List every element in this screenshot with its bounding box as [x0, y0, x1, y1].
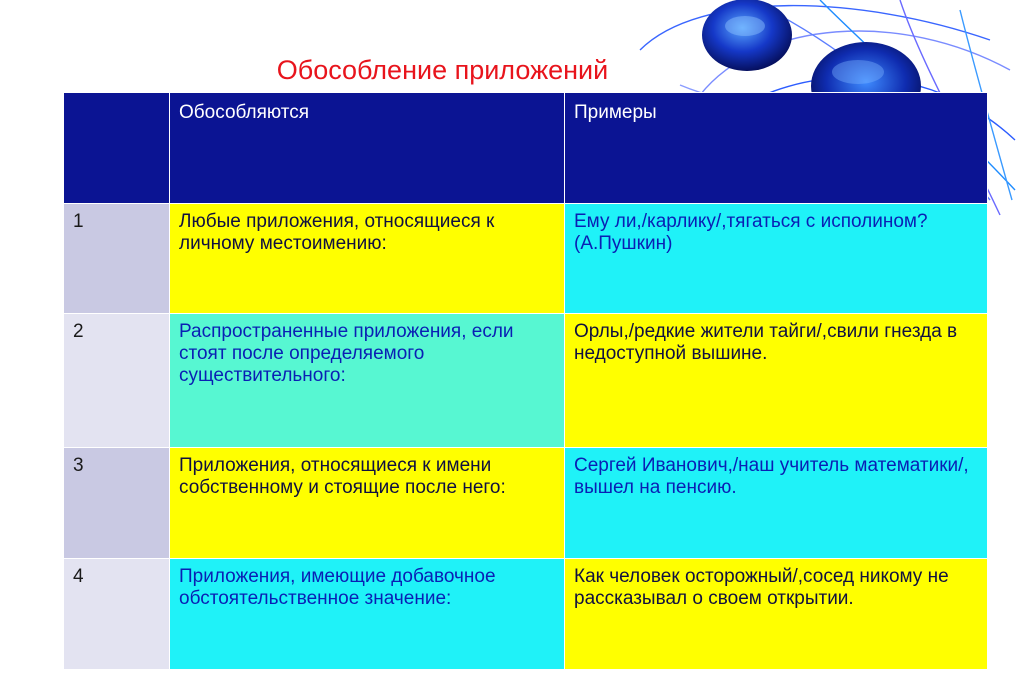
row-number: 3 — [64, 448, 170, 559]
row-number: 1 — [64, 204, 170, 314]
rule-cell: Приложения, имеющие добавочное обстоятельственное значение: — [170, 559, 565, 670]
header-cell-number — [64, 93, 170, 204]
example-cell: Как человек осторожный/,сосед никому не рассказывал о своем открытии. — [565, 559, 988, 670]
example-cell: Сергей Иванович,/наш учитель математики/, вышел на пенсию. — [565, 448, 988, 559]
header-cell-examples: Примеры — [565, 93, 988, 204]
table-header-row — [64, 93, 988, 204]
table-row — [64, 314, 988, 448]
page-title: Обособление приложений — [276, 55, 609, 85]
table-row — [64, 204, 988, 314]
table-row — [64, 448, 988, 559]
appositions-table — [63, 92, 988, 670]
row-number: 2 — [64, 314, 170, 448]
rule-cell: Любые приложения, относящиеся к личному местоимению: — [170, 204, 565, 314]
example-cell: Ему ли,/карлику/,тягаться с исполином? (А.Пушкин) — [565, 204, 988, 314]
row-number: 4 — [64, 559, 170, 670]
table-row — [64, 559, 988, 670]
rule-cell: Распространенные приложения, если стоят после определяемого существительного: — [170, 314, 565, 448]
globe-large — [702, 0, 792, 71]
rule-cell: Приложения, относящиеся к имени собственному и стоящие после него: — [170, 448, 565, 559]
header-cell-rule: Обособляются — [170, 93, 565, 204]
example-cell: Орлы,/редкие жители тайги/,свили гнезда в недоступной вышине. — [565, 314, 988, 448]
